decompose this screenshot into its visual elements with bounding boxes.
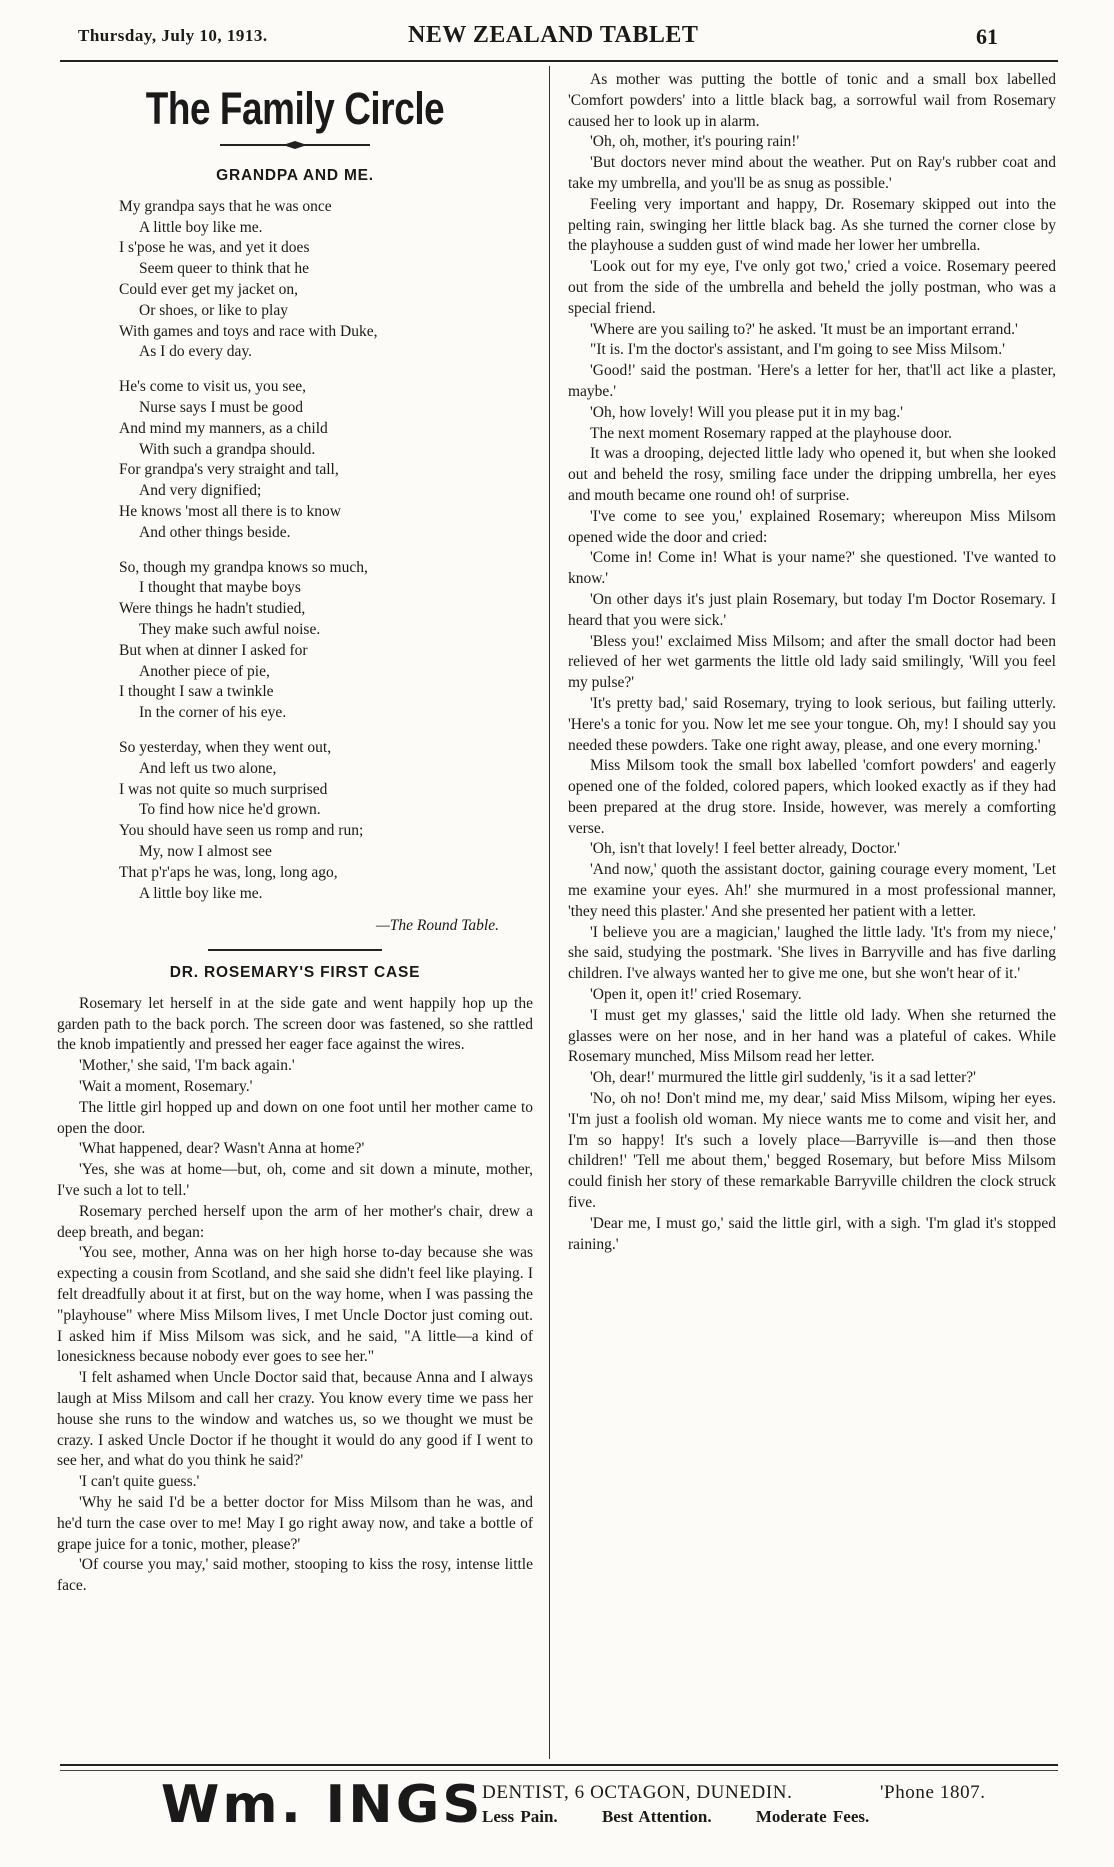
page-header — [78, 22, 998, 52]
tagline-item: Moderate Fees. — [755, 1807, 870, 1826]
page-number: 61 — [976, 24, 998, 49]
poem-line: With such a grandpa should. — [139, 440, 316, 458]
poem-stanza — [57, 738, 533, 904]
story-paragraph: 'Oh, isn't that lovely! I feel better already, Doctor.' — [590, 840, 900, 858]
story-paragraph: The next moment Rosemary rapped at the playhouse door. — [590, 424, 953, 442]
story-paragraph: "It is. I'm the doctor's assistant, and I'm going to see Miss Milsom.' — [590, 341, 1005, 359]
advertiser-address: DENTIST, 6 OCTAGON, DUNEDIN. — [482, 1782, 793, 1803]
poem-stanza — [57, 377, 533, 543]
poem-stanza — [57, 197, 533, 363]
story-paragraph: It was a drooping, dejected little lady who opened it, but when she looked out and beheld the rosy, smiling face under the dripping umbrella, her eyes and mouth became one round oh! of surprise. — [568, 445, 1056, 504]
story-right-text — [568, 70, 1056, 1255]
story-paragraph: 'Open it, open it!' cried Rosemary. — [590, 986, 802, 1004]
poem-line: Could ever get my jacket on, — [119, 280, 299, 298]
poem-line: As I do every day. — [139, 343, 253, 361]
story-paragraph: 'And now,' quoth the assistant doctor, gaining courage every moment, 'Let me examine your eyes. Ah!' she murmured in a most professional manner, 'they need this plaster.' And she presented her patient with a letter. — [568, 861, 1056, 920]
story-paragraph: 'I can't quite guess.' — [79, 1473, 200, 1491]
story-paragraph: 'But doctors never mind about the weather. Put on Ray's rubber coat and take my umbrella, and you'll be as snug as possible.' — [568, 154, 1056, 192]
poem-line: So, though my grandpa knows so much, — [119, 558, 368, 576]
story-paragraph: The little girl hopped up and down on one foot until her mother came to open the door. — [57, 1098, 533, 1137]
poem-line: I was not quite so much surprised — [119, 780, 328, 798]
story-paragraph: 'Oh, dear!' murmured the little girl suddenly, 'is it a sad letter?' — [590, 1069, 976, 1087]
poem-line: He's come to visit us, you see, — [119, 378, 307, 396]
section-title: The Family Circle — [145, 83, 445, 134]
story-paragraph: 'Yes, she was at home—but, oh, come and sit down a minute, mother, I've such a lot to tell.' — [57, 1161, 533, 1200]
story-paragraph: 'Wait a moment, Rosemary.' — [79, 1078, 253, 1096]
poem-line: A little boy like me. — [139, 884, 263, 902]
poem-line: I thought that maybe boys — [139, 579, 301, 597]
poem-title: GRANDPA AND ME. — [216, 167, 374, 184]
story-left-text — [57, 994, 533, 1597]
story-paragraph: Rosemary perched herself upon the arm of her mother's chair, drew a deep breath, and began: — [57, 1202, 533, 1241]
issue-date: Thursday, July 10, 1913. — [78, 26, 268, 45]
poem-line: I s'pose he was, and yet it does — [119, 239, 310, 257]
poem-line: But when at dinner I asked for — [119, 641, 308, 659]
story-paragraph: 'On other days it's just plain Rosemary, but today I'm Doctor Rosemary. I heard that you were sick.' — [568, 590, 1056, 629]
poem-line: Nurse says I must be good — [139, 398, 304, 416]
header-rule — [60, 60, 1058, 62]
story-paragraph: 'No, oh no! Don't mind me, my dear,' said Miss Milsom, wiping her eyes. 'I'm just a foolish old woman. My niece wants me to come and visit her, and I'm so happy! It's such a lovely place—Barryville is—and then those children!' 'Tell me about them,' begged Rosemary, but before Miss Milsom could finish her story of these remarkable Barryville children the clock struck five. — [568, 1090, 1056, 1212]
poem-line: They make such awful noise. — [139, 620, 321, 638]
story-paragraph: 'What happened, dear? Wasn't Anna at home?' — [79, 1140, 365, 1158]
poem-line: So yesterday, when they went out, — [119, 738, 332, 756]
section-divider — [208, 949, 382, 951]
column-divider — [549, 66, 550, 1759]
poem-line: A little boy like me. — [139, 218, 263, 236]
poem-line: To find how nice he'd grown. — [139, 801, 321, 819]
poem-line: Seem queer to think that he — [139, 260, 310, 278]
poem-line: Or shoes, or like to play — [139, 301, 288, 319]
story-paragraph: 'It's pretty bad,' said Rosemary, trying to look serious, but failing utterly. 'Here's a tonic for you. Now let me see your tongue. Oh, my! I should say you needed these powders. Take one right away, please, and one every morning.' — [568, 694, 1056, 754]
story-paragraph: Miss Milsom took the small box labelled 'comfort powders' and eagerly opened one of the folded, colored papers, which looked exactly as if they had been prepared at the drug store. Inside, however, was merely a comforting verse. — [568, 757, 1056, 837]
poem-line: And left us two alone, — [139, 759, 277, 777]
poem — [57, 197, 533, 905]
story-paragraph: 'Mother,' she said, 'I'm back again.' — [79, 1057, 295, 1075]
story-paragraph: As mother was putting the bottle of tonic and a small box labelled 'Comfort powders' into a little black bag, a sorrowful wail from Rosemary caused her to look up in alarm. — [568, 71, 1056, 130]
poem-line: Another piece of pie, — [139, 662, 270, 680]
footer-rule — [60, 1764, 1058, 1771]
poem-line: And very dignified; — [139, 482, 262, 500]
story-paragraph: 'I've come to see you,' explained Rosemary; whereupon Miss Milsom opened wide the door and cried: — [568, 507, 1056, 546]
poem-line: My, now I almost see — [139, 842, 272, 860]
story-paragraph: 'Come in! Come in! What is your name?' she questioned. 'I've wanted to know.' — [568, 549, 1056, 588]
tagline-item: Best Attention. — [601, 1807, 712, 1826]
story-paragraph: 'Why he said I'd be a better doctor for Miss Milsom than he was, and he'd turn the case over to me! May I go right away now, and take a bottle of grape juice for a tonic, mother, please?' — [57, 1494, 533, 1553]
advertiser-name: Wm. INGS — [160, 1775, 484, 1835]
poem-line: Were things he hadn't studied, — [119, 600, 306, 618]
story-paragraph: 'Oh, how lovely! Will you please put it in my bag.' — [590, 403, 903, 421]
poem-line: You should have seen us romp and run; — [119, 822, 364, 840]
left-column — [57, 70, 533, 1597]
poem-attribution: —The Round Table. — [375, 917, 499, 935]
poem-line: For grandpa's very straight and tall, — [119, 461, 339, 479]
story-paragraph: Rosemary let herself in at the side gate and went happily hop up the garden path to the back porch. The screen door was fastened, so she rattled the knob impatiently and pressed her eager face against the wires. — [57, 994, 533, 1054]
poem-line: He knows 'most all there is to know — [119, 502, 341, 520]
story-paragraph: 'You see, mother, Anna was on her high horse to-day because she was expecting a cousin from Scotland, and she said she didn't feel like playing. I felt dreadfully about it at first, but on the way home, when I was passing the "playhouse" where Miss Milsom lives, I met Uncle Doctor just coming out. I asked him if Miss Milsom was sick, and he said, "A little—a kind of lonesickness because nobody ever goes to see her." — [57, 1244, 533, 1366]
story-paragraph: 'Look out for my eye, I've only got two,' cried a voice. Rosemary peered out from the side of the umbrella and beheld the jolly postman, who was a special friend. — [568, 258, 1056, 317]
story-paragraph: 'I felt ashamed when Uncle Doctor said that, because Anna and I always laugh at Miss Milsom and call her crazy. You know every time we pass her house she runs to the window and watches us, so we thought we must be crazy. I asked Uncle Doctor if he thought it would do any good if I went to see her, and what do you think he said?' — [57, 1369, 533, 1470]
story-paragraph: 'Of course you may,' said mother, stooping to kiss the rosy, intense little face. — [57, 1556, 533, 1595]
poem-line: With games and toys and race with Duke, — [119, 322, 378, 340]
story-paragraph: 'Oh, oh, mother, it's pouring rain!' — [590, 133, 800, 151]
story-paragraph: 'Bless you!' exclaimed Miss Milsom; and after the small doctor had been relieved of her wet garments the little old lady said smilingly, 'Will you feel my pulse?' — [568, 632, 1056, 692]
story-paragraph: 'Dear me, I must go,' said the little girl, with a sigh. 'I'm glad it's stopped raining.' — [568, 1214, 1056, 1253]
poem-line: And mind my manners, as a child — [119, 419, 328, 437]
story-paragraph: 'I must get my glasses,' said the little old lady. When she returned the glasses were on her nose, and in her hand was a plateful of cakes. While Rosemary munched, Miss Milsom read her letter. — [568, 1006, 1056, 1066]
publication-title: NEW ZEALAND TABLET — [408, 22, 699, 48]
poem-line: And other things beside. — [139, 523, 291, 541]
poem-line: My grandpa says that he was once — [119, 197, 332, 215]
story-paragraph: 'Good!' said the postman. 'Here's a letter for her, that'll act like a plaster, maybe.' — [568, 362, 1056, 400]
advertisement — [60, 1776, 1058, 1838]
story-title: DR. ROSEMARY'S FIRST CASE — [169, 964, 421, 982]
right-column — [568, 70, 1056, 1255]
advertiser-tagline — [482, 1807, 907, 1827]
poem-line: That p'r'aps he was, long, long ago, — [119, 863, 338, 881]
ornament-rule-icon — [220, 140, 370, 150]
advertiser-phone: 'Phone 1807. — [880, 1782, 986, 1803]
poem-stanza — [57, 558, 533, 724]
tagline-item: Less Pain. — [482, 1807, 558, 1826]
story-paragraph: 'I believe you are a magician,' laughed the little lady. 'It's from my niece,' she said, studying the postmark. 'She lives in Barryville and has five darling children. I've always wanted her to give me one, but she won't hear of it.' — [568, 923, 1056, 983]
poem-line: In the corner of his eye. — [139, 704, 287, 722]
story-paragraph: Feeling very important and happy, Dr. Rosemary skipped out into the pelting rain, swinging her little black bag. As she turned the corner close by the playhouse a sudden gust of wind made her lower her umbrella. — [568, 195, 1056, 255]
poem-line: I thought I saw a twinkle — [119, 683, 274, 701]
story-paragraph: 'Where are you sailing to?' he asked. 'It must be an important errand.' — [590, 320, 1018, 338]
